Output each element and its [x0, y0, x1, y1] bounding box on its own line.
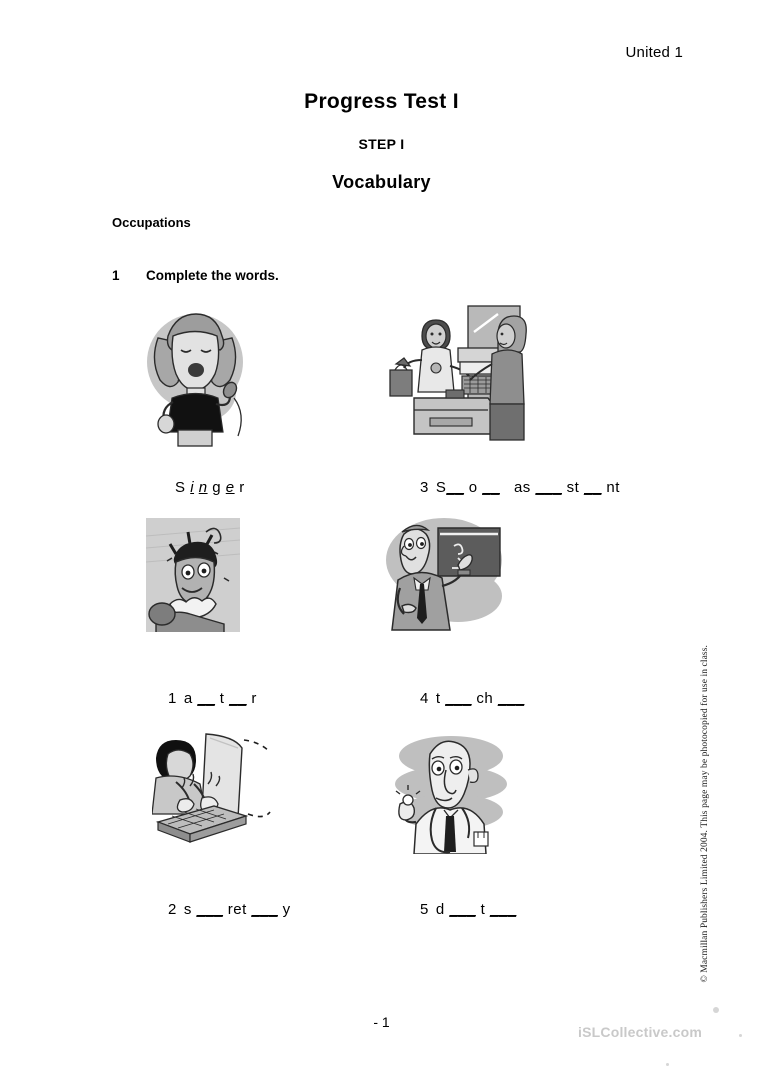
answer-number: 2	[168, 901, 177, 918]
answer-number: 5	[420, 901, 429, 918]
page-number: - 1	[373, 1014, 390, 1030]
topic-heading: Occupations	[112, 215, 191, 230]
doctor-illustration	[388, 728, 514, 854]
unit-label: United 1	[625, 44, 683, 61]
answer-line-shop-assistant[interactable]	[392, 462, 620, 513]
answer-number: 1	[168, 690, 177, 707]
task-instruction-text: Complete the words.	[146, 268, 279, 283]
answer-line-doctor[interactable]	[392, 884, 516, 935]
answer-line-teacher[interactable]	[392, 673, 524, 724]
task-instruction	[112, 268, 279, 283]
task-number: 1	[112, 268, 120, 283]
answer-text: s ___ ret ___ y	[183, 901, 291, 918]
copyright-notice: © Macmillan Publishers Limited 2004. This page may be photocopied for use in class.	[700, 645, 710, 983]
answer-line-singer[interactable]	[140, 462, 245, 513]
actor-illustration	[146, 518, 240, 632]
section-heading: Vocabulary	[332, 172, 431, 192]
answer-text: t ___ ch ___	[435, 690, 525, 707]
answer-text: a __ t __ r	[183, 690, 257, 707]
watermark-dot-top	[713, 1007, 719, 1013]
answer-text: S i n g e r	[175, 479, 245, 496]
answer-text: S__ o __ as ___ st __ nt	[435, 479, 620, 496]
answer-line-secretary[interactable]	[140, 884, 291, 935]
answer-line-actor[interactable]	[140, 673, 257, 724]
singer-illustration	[140, 300, 250, 447]
answer-number: 4	[420, 690, 429, 707]
shop-assistant-illustration	[386, 302, 532, 444]
watermark-dot-right	[739, 1034, 742, 1037]
site-watermark: iSLCollective.com	[578, 1024, 702, 1040]
answer-number: 3	[420, 479, 429, 496]
step-label: STEP I	[358, 136, 405, 152]
teacher-illustration	[382, 512, 506, 634]
page-title: Progress Test I	[304, 90, 459, 113]
watermark-dot-bottom	[666, 1063, 669, 1066]
answer-text: d ___ t ___	[435, 901, 517, 918]
secretary-illustration	[152, 730, 274, 848]
